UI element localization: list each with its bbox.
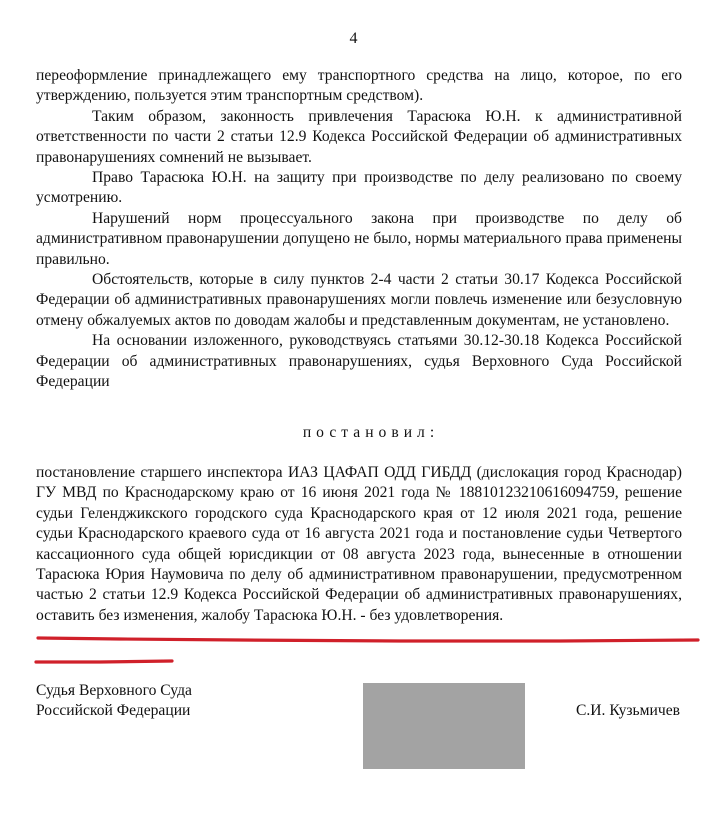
paragraph-right-to-defense: Право Тарасюка Ю.Н. на защиту при производстве по делу реализовано по своему усмотрению. [36, 169, 682, 207]
page-number: 4 [349, 30, 358, 47]
resolution-paragraph: постановление старшего инспектора ИАЗ ЦАФАП ОДД ГИБДД (дислокация город Краснодар) ГУ МВД по Краснодарскому краю от 16 июня 2021 года № 18810123210616094759, решение судьи Геленджикского городского суда Краснодарского края от 12 июля 2021 года, решение судьи Краснодарского краевого суда от 16 августа 2021 года и постановление судьи Четвертого кассационного суда общей юрисдикции от 08 августа 2023 года, вынесенные в отношении Тарасюка Юрия Наумовича по делу об административном правонарушении, предусмотренном частью 2 статьи 12.9 Кодекса Российской Федерации об административных правонарушениях, оставить без изменения, жалобу Тарасюка Ю.Н. - без удовлетворения. [36, 463, 682, 624]
judge-title-line2: Российской Федерации [36, 702, 191, 720]
document-body [36, 66, 682, 626]
decree-heading: постановил: [302, 423, 440, 441]
judge-title [36, 681, 192, 722]
judge-name: С.И. Кузьмичев [576, 702, 680, 719]
paragraph-circumstances: Обстоятельств, которые в силу пунктов 2-4 части 2 статьи 30.17 Кодекса Российской Федерации об административных правонарушениях могли повлечь изменение или безусловную отмену обжалуемых актов по доводам жалобы и представленным документам, не установлено. [36, 271, 682, 329]
underline-stroke-lower [36, 661, 172, 662]
paragraph-grounds: На основании изложенного, руководствуясь статьями 30.12-30.18 Кодекса Российской Федерации об административных правонарушениях, судья Верховного Суда Российской Федерации [36, 332, 682, 391]
judge-title-line1: Судья Верховного Суда [36, 682, 192, 699]
paragraph-continuation: переоформление принадлежащего ему транспортного средства на лицо, которое, по его утверждению, пользуется этим транспортным средством). [36, 67, 682, 105]
paragraph-legality: Таким образом, законность привлечения Тарасюка Ю.Н. к административной ответственности по части 2 статьи 12.9 Кодекса Российской Федерации об административных правонарушениях сомнений не вызывает. [36, 107, 682, 166]
signature-block [36, 681, 682, 771]
paragraph-no-violations: Нарушений норм процессуального закона при производстве по делу об административном правонарушении допущено не было, нормы материального права применены правильно. [36, 209, 682, 268]
underline-stroke-upper [38, 638, 698, 641]
redacted-signature [363, 683, 525, 769]
